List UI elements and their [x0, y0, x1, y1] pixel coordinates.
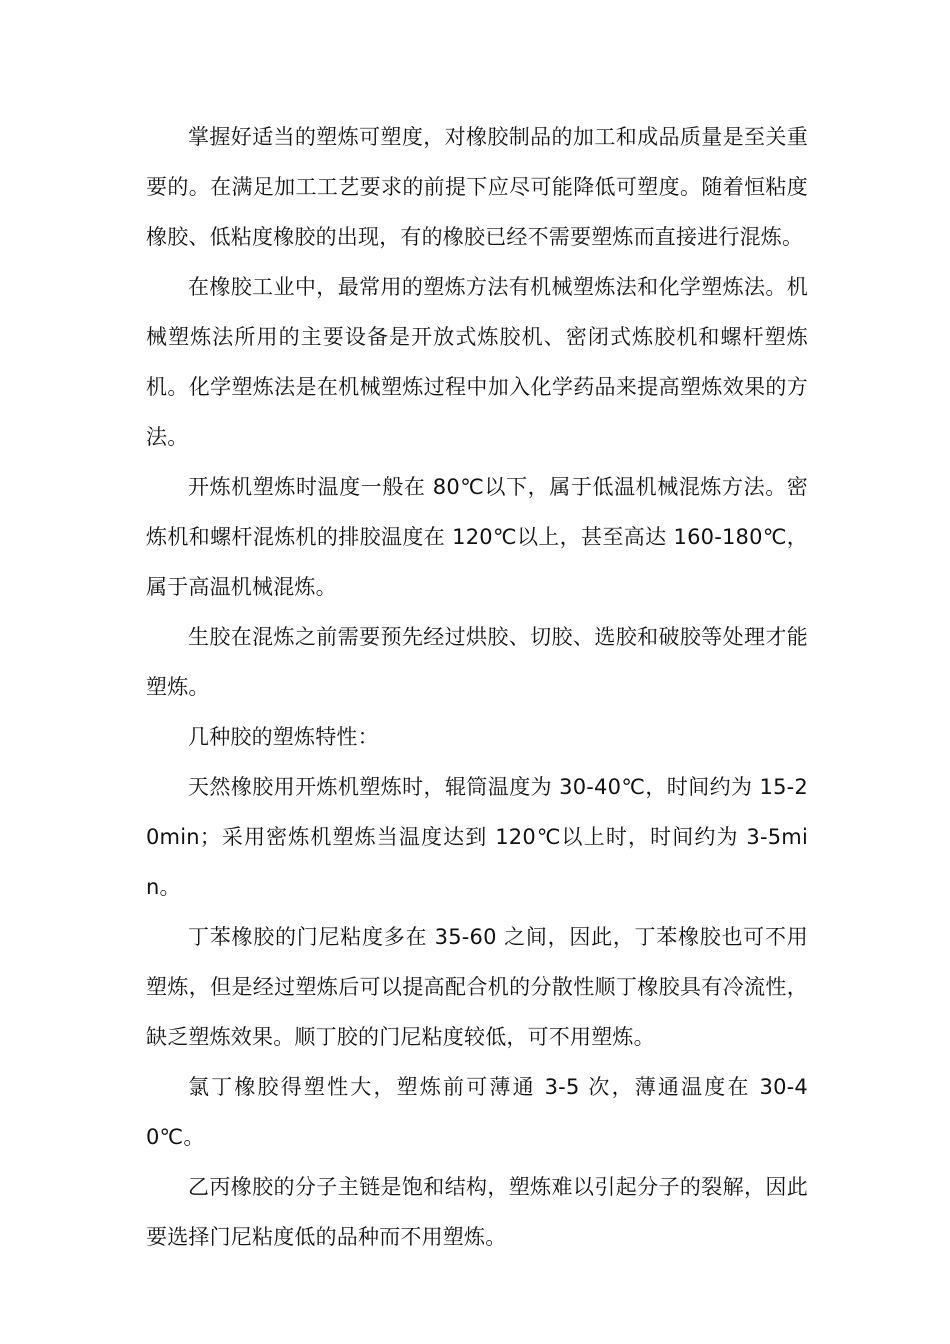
paragraph-plastication-methods: 在橡胶工业中，最常用的塑炼方法有机械塑炼法和化学塑炼法。机械塑炼法所用的主要设备是开放式炼胶机、密闭式炼胶机和螺杆塑炼机。化学塑炼法是在机械塑炼过程中加入化学药品来提高塑炼效果的方法。: [146, 275, 808, 449]
paragraph-chloroprene: 氯丁橡胶得塑性大，塑炼前可薄通 3-5 次，薄通温度在 30-40℃。: [146, 1075, 808, 1149]
paragraph-temperature: 开炼机塑炼时温度一般在 80℃以下，属于低温机械混炼方法。密炼机和螺杆混炼机的排胶温度在 120℃以上，甚至高达 160-180℃，属于高温机械混炼。: [146, 475, 808, 599]
paragraph-sbr-br: 丁苯橡胶的门尼粘度多在 35-60 之间，因此，丁苯橡胶也可不用塑炼，但是经过塑炼后可以提高配合机的分散性顺丁橡胶具有冷流性，缺乏塑炼效果。顺丁胶的门尼粘度较低，可不用塑炼。: [146, 925, 808, 1049]
document-body: [146, 112, 808, 1262]
paragraph-pretreatment: 生胶在混炼之前需要预先经过烘胶、切胶、选胶和破胶等处理才能塑炼。: [146, 625, 808, 699]
paragraph-heading-characteristics: 几种胶的塑炼特性：: [188, 725, 379, 749]
paragraph-natural-rubber: 天然橡胶用开炼机塑炼时，辊筒温度为 30-40℃，时间约为 15-20min；采用密炼机塑炼当温度达到 120℃以上时，时间约为 3-5min。: [146, 775, 808, 899]
paragraph-plastication-plasticity: 掌握好适当的塑炼可塑度，对橡胶制品的加工和成品质量是至关重要的。在满足加工工艺要求的前提下应尽可能降低可塑度。随着恒粘度橡胶、低粘度橡胶的出现，有的橡胶已经不需要塑炼而直接进行混炼。: [146, 125, 808, 249]
paragraph-epdm: 乙丙橡胶的分子主链是饱和结构，塑炼难以引起分子的裂解，因此要选择门尼粘度低的品种而不用塑炼。: [146, 1175, 808, 1249]
